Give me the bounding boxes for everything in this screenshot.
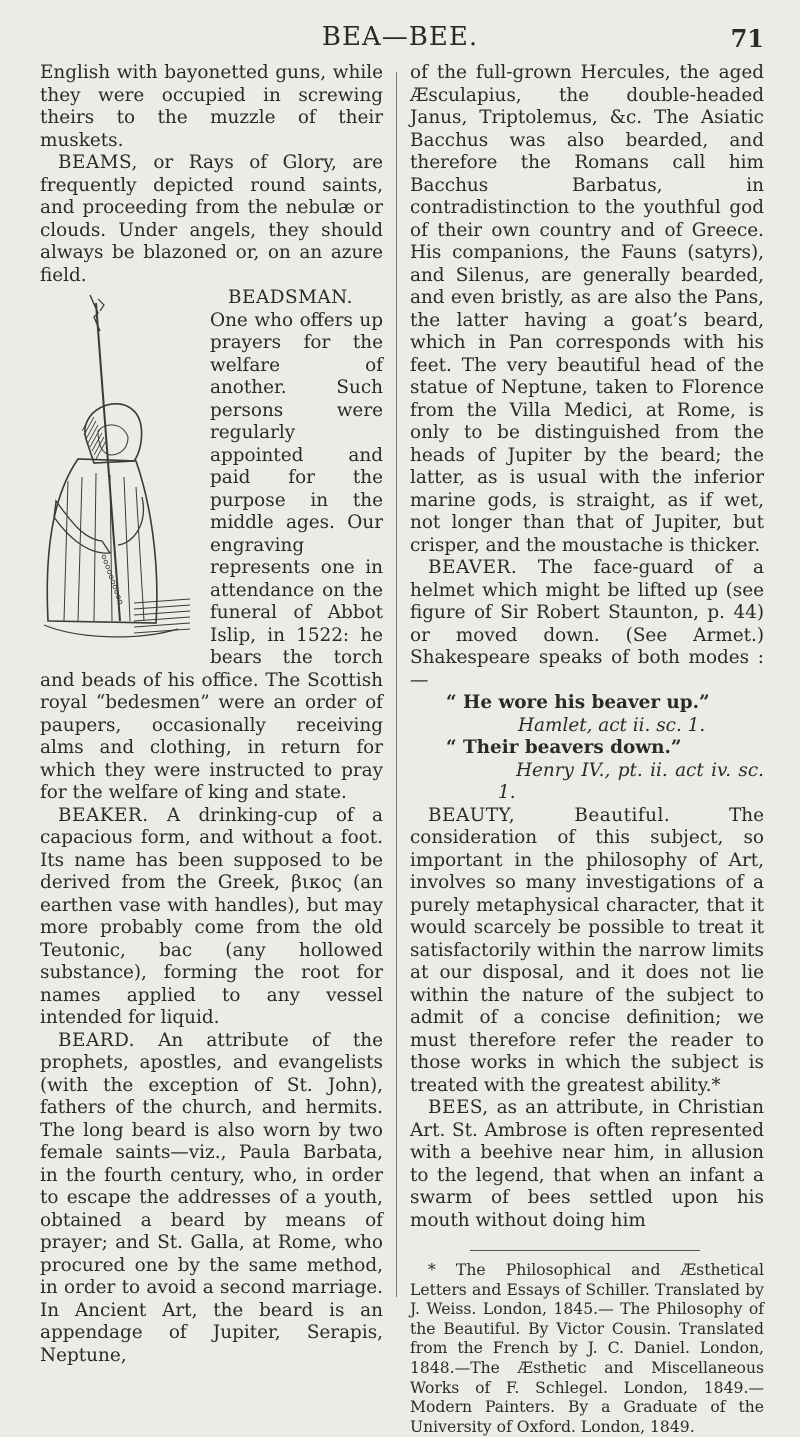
right-column — [410, 62, 764, 1437]
entry-beard — [40, 1030, 383, 1368]
footnote-divider — [470, 1250, 700, 1251]
entry-heading: BEAVER. — [428, 557, 518, 578]
beard-continuation: of the full-grown Hercules, the aged Æsculapius, the double-headed Janus, Triptolemus, &c. The Asiatic Bacchus was also bearded, and therefore the Romans call him Bacchus Barbatus, in contradistinction to the youthful god of their own country and of Greece. His companions, the Fauns (satyrs), and Silenus, are generally bearded, and even bristly, as are also the Pans, the latter having a goat’s beard, which in Pan corresponds with his feet. The very beautiful head of the statue of Neptune, taken to Florence from the Villa Medici, at Rome, is only to be distinguished from the heads of Jupiter by the beard; the latter, as is usual with the inferior marine gods, is straight, as if wet, not longer than that of Jupiter, but crisper, and the moustache is thicker. — [410, 62, 764, 556]
entry-body: An attribute of the prophets, apostles, and evangelists (with the exception of St. John), fathers of the church, and hermits. The long beard is also worn by two female saints—viz., Paula Barbata, in the fourth century, who, in order to escape the addresses of a youth, obtained a beard by means of prayer; and St. Galla, at Rome, who procured one by the same method, in order to avoid a second marriage. In Ancient Art, the beard is an appendage of Jupiter, Serapis, Neptune, — [40, 1029, 383, 1366]
entry-body: One who offers up prayers for the welfare of another. Such persons were regularly appointed and paid for the purpose in the middle ages. Our engraving represents one in attendance on the funeral of Abbot Islip, in 1522: he bears the torch and beads of his office. The Scottish royal “bedesmen” were an order of paupers, occasionally receiving alms and clothing, in return for which they were instructed to pray for the welfare of king and state. — [40, 309, 383, 803]
beadsman-engraving — [38, 291, 198, 661]
entry-heading: BEAMS, — [58, 152, 138, 173]
entry-heading: BEAKER. — [58, 804, 149, 826]
entry-beauty — [410, 805, 764, 1098]
entry-beaker — [40, 805, 383, 1030]
left-column — [40, 62, 383, 1367]
entry-body: A drinking-cup of a capacious form, and without a foot. Its name has been supposed to be derived from the Greek, βικος (an earthen vase with handles), but may more probably come from the old Teutonic, bac (any hollowed substance), forming the root for names applied to any vessel intended for liquid. — [40, 804, 383, 1028]
entry-beadsman — [40, 287, 383, 805]
footnote: * The Philosophical and Æsthetical Letters and Essays of Schiller. Translated by J. Weiss. London, 1845.— The Philosophy of the Beautiful. By Victor Cousin. Translated from the French by J. C. Daniel. London, 1848.—The Æsthetic and Miscellaneous Works of F. Schlegel. London, 1849.—Modern Painters. By a Graduate of the University of Oxford. London, 1849. — [410, 1261, 764, 1436]
quote-henry: “ Their beavers down.” — [446, 737, 682, 758]
entry-beams — [40, 152, 383, 287]
intro-paragraph: English with bayonetted guns, while they were occupied in screwing theirs to the muzzle of their muskets. — [40, 62, 383, 151]
running-head: BEA—BEE. — [321, 22, 479, 52]
entry-heading: BEAUTY, Beautiful. — [428, 804, 671, 826]
page-number: 71 — [730, 24, 764, 53]
citation-henry: Henry IV., pt. ii. act iv. sc. 1. — [498, 759, 764, 803]
page-header — [0, 18, 800, 58]
entry-body: as an attribute, in Christian Art. St. Ambrose is often represented with a beehive near him, in allusion to the legend, that when an infant a swarm of bees settled upon his mouth without doing him — [410, 1097, 764, 1231]
entry-heading: BEES, — [428, 1097, 489, 1118]
citation-hamlet: Hamlet, act ii. sc. 1. — [518, 714, 706, 736]
entry-body: The consideration of this subject, so important in the philosophy of Art, involves so many investigations of a purely metaphysical character, that it would scarcely be possible to treat it satisfactorily within the narrow limits at our disposal, and it does not lie within the nature of the subject to admit of a concise definition; we must therefore refer the reader to those works in which the subject is treated with the greatest ability.* — [410, 804, 764, 1096]
entry-body: or Rays of Glory, are frequently depicted round saints, and proceeding from the nebulæ or clouds. Under angels, they should always be blazoned or, on an azure field. — [40, 152, 383, 286]
entry-heading: BEARD. — [58, 1029, 136, 1051]
entry-bees — [410, 1097, 764, 1232]
entry-heading: BEADSMAN. — [228, 287, 353, 308]
quote-hamlet: “ He wore his beaver up.” — [446, 692, 710, 713]
entry-beaver — [410, 557, 764, 692]
entry-body: The face-guard of a helmet which might be lifted up (see figure of Sir Robert Staunton, p. 44) or moved down. (See Armet.) Shakespeare speaks of both modes :— — [410, 557, 764, 691]
column-rule — [396, 72, 397, 1297]
